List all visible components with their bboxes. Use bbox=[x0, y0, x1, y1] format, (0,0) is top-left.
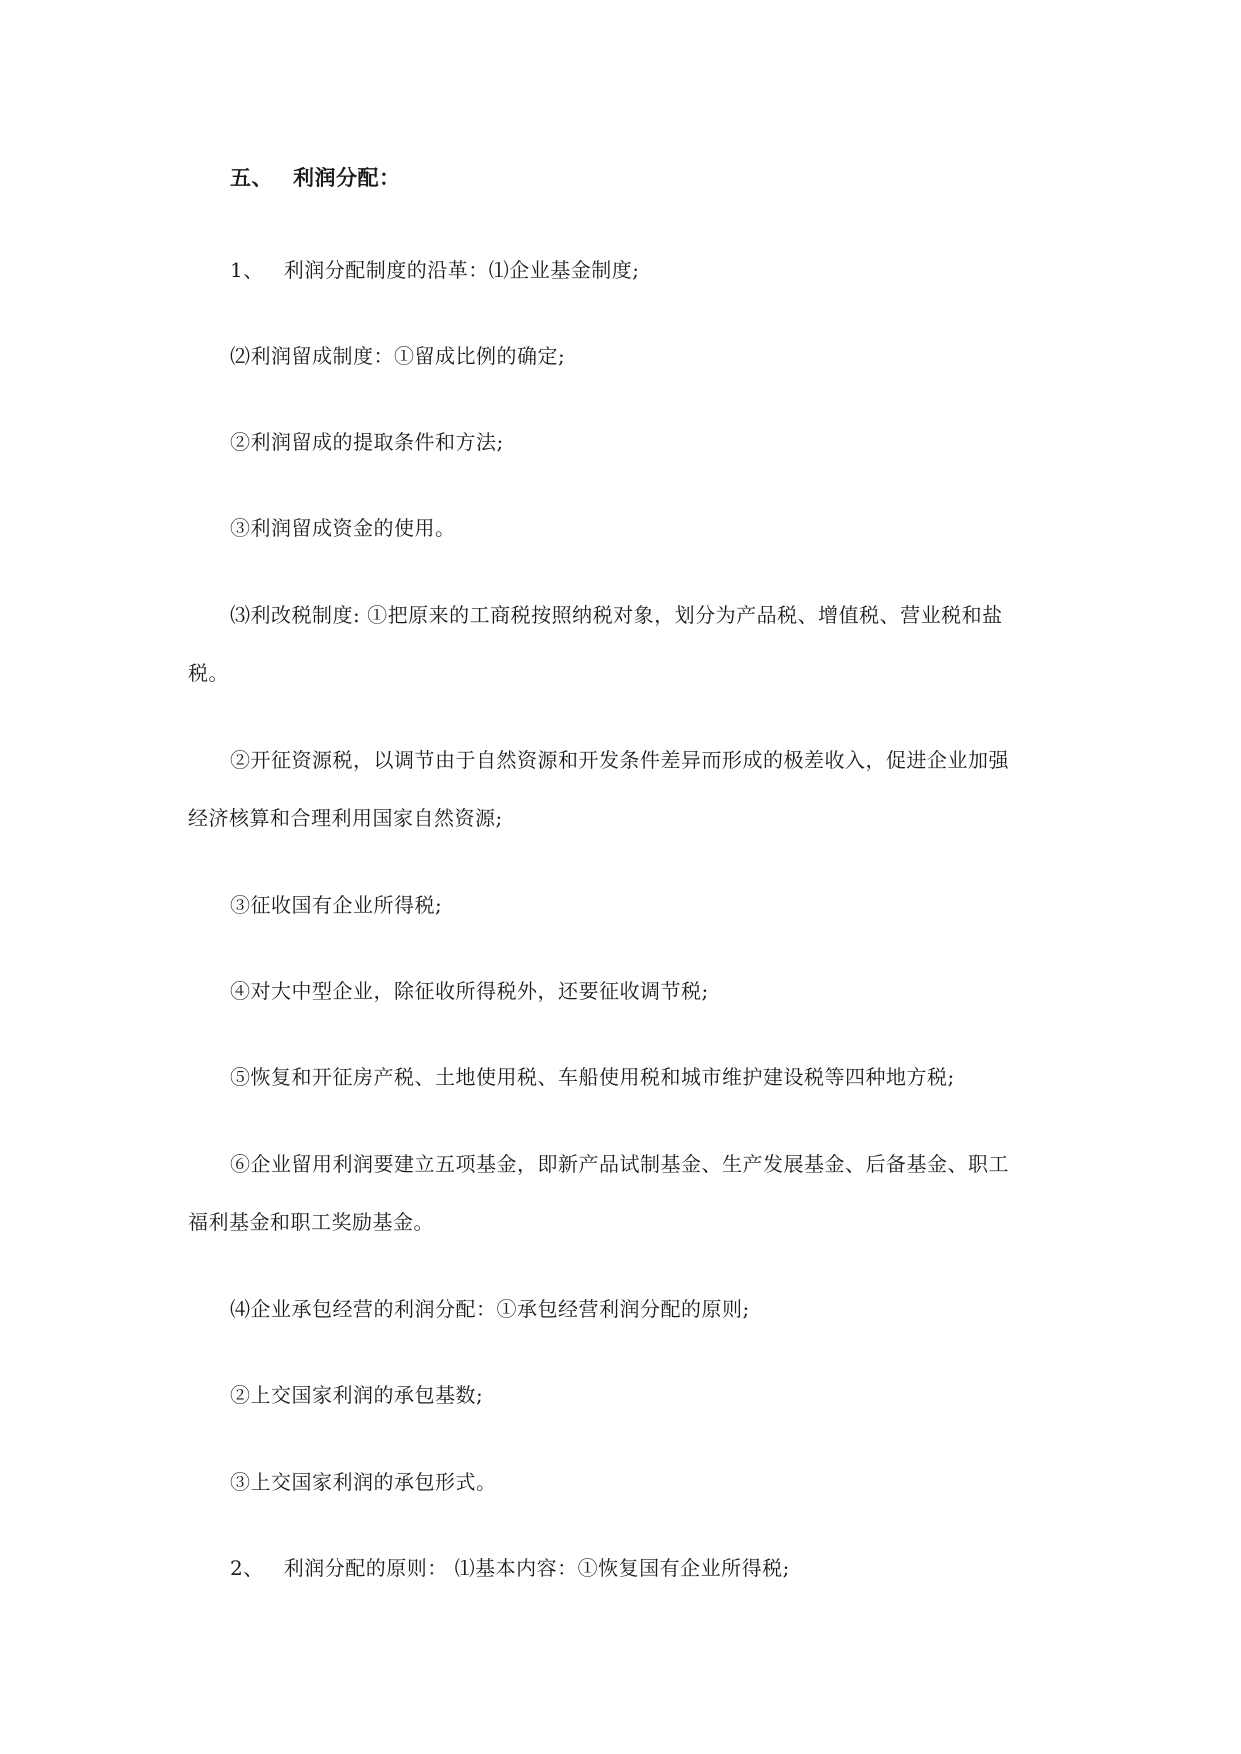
paragraph-line bbox=[188, 891, 1110, 919]
paragraph-line bbox=[188, 977, 1110, 1005]
line-text: 福利基金和职工奖励基金。 bbox=[188, 1210, 434, 1234]
line-text: ②上交国家利润的承包基数; bbox=[230, 1383, 484, 1407]
line-text: ⑤恢复和开征房产税、土地使用税、车船使用税和城市维护建设税等四种地方税; bbox=[230, 1065, 955, 1089]
line-text: ③利润留成资金的使用。 bbox=[230, 516, 456, 540]
line-text: 经济核算和合理利用国家自然资源; bbox=[188, 806, 503, 830]
section-title: 利润分配： bbox=[293, 165, 401, 190]
paragraph-line bbox=[188, 746, 1110, 774]
line-text: 税。 bbox=[188, 661, 229, 685]
line-text: 利润分配制度的沿革：⑴企业基金制度; bbox=[283, 258, 640, 282]
item-number: 2、 bbox=[230, 1556, 264, 1580]
paragraph-line bbox=[188, 514, 1110, 542]
line-text: ⑵利润留成制度：①留成比例的确定; bbox=[230, 344, 566, 368]
paragraph-line bbox=[188, 1208, 1068, 1236]
paragraph-line bbox=[188, 256, 1110, 284]
paragraph-line bbox=[188, 1150, 1110, 1178]
paragraph-line bbox=[188, 601, 1110, 629]
paragraph-line bbox=[188, 1295, 1110, 1323]
section-heading bbox=[188, 164, 1110, 192]
paragraph-line bbox=[188, 1554, 1110, 1582]
line-text: ②开征资源税，以调节由于自然资源和开发条件差异而形成的极差收入，促进企业加强 bbox=[230, 748, 1009, 772]
section-number: 五、 bbox=[230, 165, 273, 190]
paragraph-line bbox=[188, 428, 1110, 456]
line-text: 利润分配的原则： ⑴基本内容：①恢复国有企业所得税; bbox=[283, 1556, 790, 1580]
paragraph-line bbox=[188, 659, 1068, 687]
line-text: ④对大中型企业，除征收所得税外，还要征收调节税; bbox=[230, 979, 709, 1003]
line-text: ⑷企业承包经营的利润分配：①承包经营利润分配的原则; bbox=[230, 1297, 750, 1321]
paragraph-line bbox=[188, 1381, 1110, 1409]
item-number: 1、 bbox=[230, 258, 264, 282]
paragraph-line bbox=[188, 342, 1110, 370]
paragraph-line bbox=[188, 804, 1068, 832]
line-text: ③征收国有企业所得税; bbox=[230, 893, 443, 917]
line-text: ⑶利改税制度: ①把原来的工商税按照纳税对象，划分为产品税、增值税、营业税和盐 bbox=[230, 603, 1003, 627]
paragraph-line bbox=[188, 1063, 1110, 1091]
line-text: ⑥企业留用利润要建立五项基金，即新产品试制基金、生产发展基金、后备基金、职工 bbox=[230, 1152, 1009, 1176]
paragraph-line bbox=[188, 1468, 1110, 1496]
line-text: ②利润留成的提取条件和方法; bbox=[230, 430, 504, 454]
line-text: ③上交国家利润的承包形式。 bbox=[230, 1470, 497, 1494]
